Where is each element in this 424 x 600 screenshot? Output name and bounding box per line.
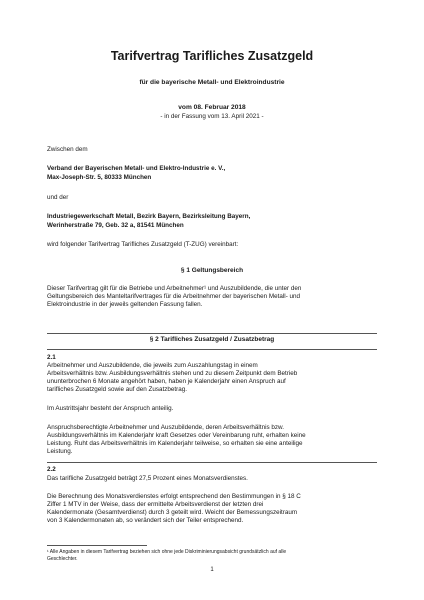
paragraph-2-1-line: Arbeitsverhältnis bzw. Ausbildungsverhältnis stehen und zu diesem Zeitpunkt dem Betrieb: [47, 370, 298, 377]
agreement-statement: wird folgender Tarifvertrag Tarifliches Zusatzgeld (T-ZUG) vereinbart:: [47, 241, 239, 248]
document-title: Tarifvertrag Tarifliches Zusatzgeld: [110, 49, 314, 63]
paragraph-2-2-text: Das tarifliche Zusatzgeld beträgt 27,5 Prozent eines Monatsverdienstes.: [47, 475, 248, 482]
paragraph-2-1-line: tarifliches Zusatzgeld sowie auf den Zusatzbetrag.: [47, 386, 188, 393]
section2-top-rule: [47, 333, 377, 334]
party1-name: Verband der Bayerischen Metall- und Elektro-Industrie e. V.,: [47, 165, 226, 172]
paragraph-2-1-number: 2.1: [47, 354, 56, 361]
exit-year-text: Im Austrittsjahr besteht der Anspruch anteilig.: [47, 405, 174, 412]
section1-line: Geltungsbereich des Manteltarifvertrages für die Arbeitnehmer der bayerischen Metall- und: [47, 293, 301, 300]
footnote-line: Geschlechter.: [47, 556, 78, 562]
section1-line: Elektroindustrie in der jeweils geltenden Fassung fallen.: [47, 301, 203, 308]
document-version: - in der Fassung vom 13. April 2021 -: [160, 113, 264, 120]
and-label: und der: [47, 194, 69, 201]
calculation-line: von 3 Kalendermonaten ab, so verändert sich der Teiler entsprechend.: [47, 517, 244, 524]
calculation-line: Die Berechnung des Monatsverdienstes erfolgt entsprechend den Bestimmungen in § 18 C: [47, 493, 301, 500]
paragraph-2-1-line: ununterbrochen 6 Monate angehört haben, haben je Kalenderjahr einen Anspruch auf: [47, 378, 286, 385]
section1-heading: § 1 Geltungsbereich: [180, 267, 244, 274]
footnote-rule: [47, 545, 147, 546]
section2-heading: § 2 Tarifliches Zusatzgeld / Zusatzbetrag: [149, 336, 275, 343]
entitled-line: Leistung.: [47, 448, 73, 455]
paragraph-2-2-number: 2.2: [47, 466, 56, 473]
party2-address: Werinherstraße 79, Geb. 32 a, 81541 München: [47, 222, 184, 229]
section2-bottom-rule: [47, 349, 377, 350]
entitled-line: Leistung. Ruht das Arbeitsverhältnis im Kalenderjahr teilweise, so erhalten sie eine anteilige: [47, 440, 303, 447]
page-number: 1: [210, 567, 214, 573]
between-label: Zwischen dem: [47, 146, 88, 153]
party2-name: Industriegewerkschaft Metall, Bezirk Bayern, Bezirksleitung Bayern,: [47, 213, 251, 220]
footnote-line: ¹ Alle Angaben in diesem Tarifvertrag beziehen sich ohne jede Diskriminierungsabsicht grundsätzlich auf alle: [47, 549, 287, 555]
calculation-line: Kalendermonate (Gesamtverdienst) durch 3 geteilt wird. Weicht der Bemessungszeitraum: [47, 509, 298, 516]
section1-line: Dieser Tarifvertrag gilt für die Betriebe und Arbeitnehmer¹ und Auszubildende, die unter den: [47, 285, 302, 292]
paragraph-2-2-rule: [47, 462, 377, 463]
entitled-line: Anspruchsberechtigte Arbeitnehmer und Auszubildende, deren Arbeitsverhältnis bzw.: [47, 424, 284, 431]
calculation-line: Ziffer 1 MTV in der Weise, dass der ermittelte Arbeitsverdienst der letzten drei: [47, 501, 264, 508]
document-subtitle: für die bayerische Metall- und Elektroindustrie: [139, 79, 285, 86]
paragraph-2-1-line: Arbeitnehmer und Auszubildende, die jeweils zum Auszahlungstag in einem: [47, 362, 258, 369]
entitled-line: Ausbildungsverhältnis im Kalenderjahr kraft Gesetzes oder Vereinbarung ruht, erhalten keine: [47, 432, 306, 439]
document-date: vom 08. Februar 2018: [178, 104, 246, 111]
party1-address: Max-Joseph-Str. 5, 80333 München: [47, 174, 152, 181]
